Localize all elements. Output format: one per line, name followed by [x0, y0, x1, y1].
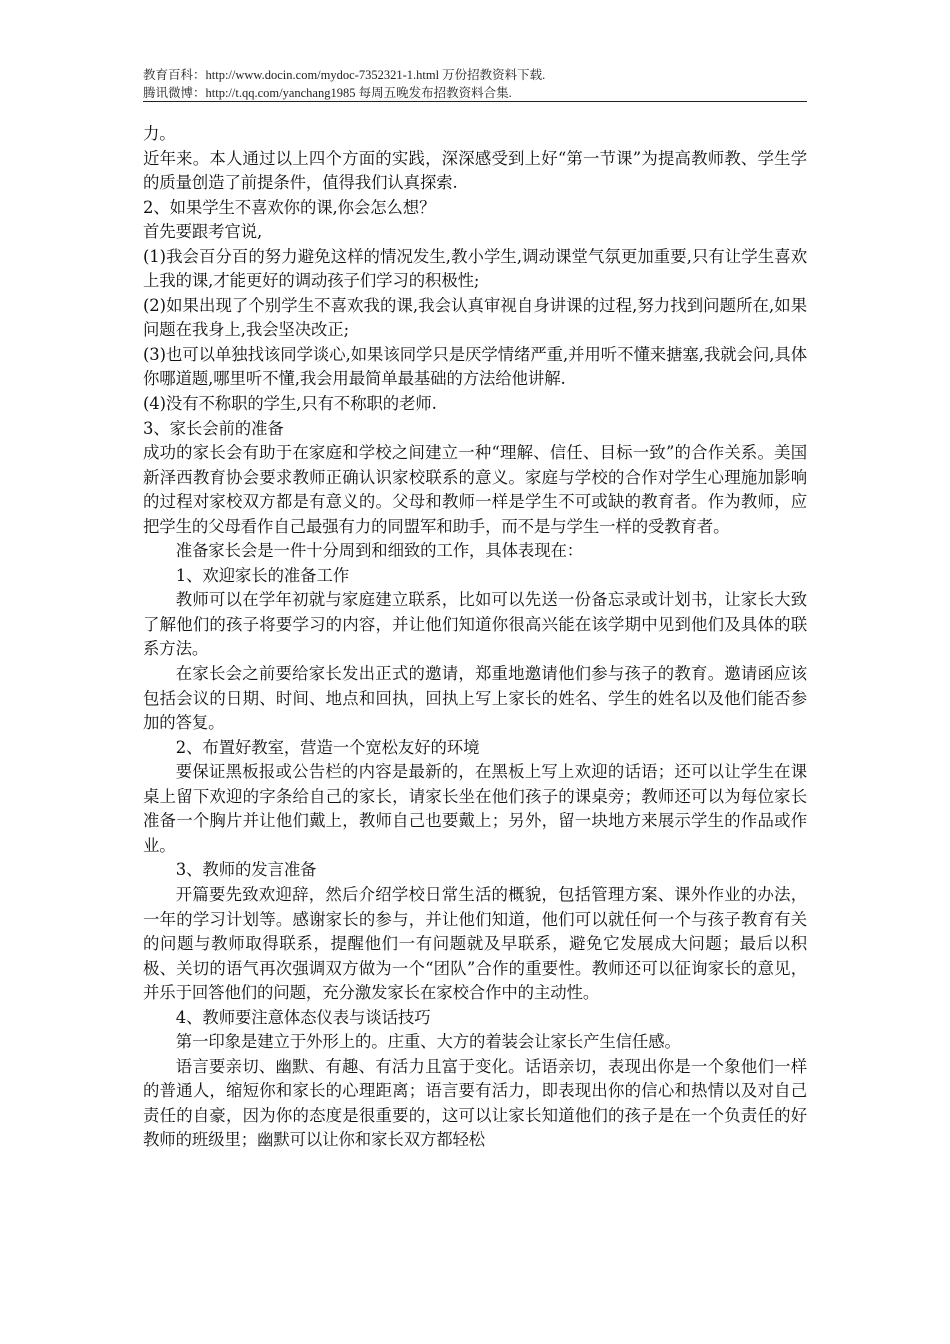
paragraph-parent-meeting: 成功的家长会有助于在家庭和学校之间建立一种“理解、信任、目标一致”的合作关系。美国新泽西教育协会要求教师正确认识家校联系的意义。家庭与学校的合作对学生心理施加影响的过程对家校双方都是有意义的。父母和教师一样是学生不可或缺的教育者。作为教师，应把学生的父母看作自己最强有力的同盟军和助手，而不是与学生一样的受教育者。 [143, 443, 807, 536]
subheading-manner: 4、教师要注意体态仪表与谈话技巧 [175, 1007, 431, 1027]
subheading-welcome: 1、欢迎家长的准备工作 [175, 565, 350, 585]
paragraph-first-impression: 第一印象是建立于外形上的。庄重、大方的着装会让家长产生信任感。 [175, 1032, 681, 1052]
subheading-classroom: 2、布置好教室，营造一个宽松友好的环境 [175, 737, 480, 757]
section-heading-2: 2、如果学生不喜欢你的课,你会怎么想？ [143, 197, 436, 217]
header-divider [143, 101, 807, 102]
list-item-1: (1)我会百分百的努力避免这样的情况发生,教小学生,调动课堂气氛更加重要,只有让学生喜欢上我的课,才能更好的调动孩子们学习的积极性; [143, 246, 807, 291]
list-item-4: (4)没有不称职的学生,只有不称职的老师. [143, 394, 437, 414]
subheading-speech: 3、教师的发言准备 [175, 860, 317, 880]
paragraph-language: 语言要亲切、幽默、有趣、有活力且富于变化。话语亲切，表现出你是一个象他们一样的普通人，缩短你和家长的心理距离；语言要有活力，即表现出你的信心和热情以及对自己责任的自豪，因为你的态度是很重要的，这可以让家长知道他们的孩子是在一个负责任的好教师的班级里；幽默可以让你和家长双方都轻松 [143, 1056, 807, 1150]
section-heading-3: 3、家长会前的准备 [143, 418, 284, 438]
document-body [143, 122, 807, 1153]
paragraph-summary: 近年来。本人通过以上四个方面的实践，深深感受到上好“第一节课”为提高教师教、学生学的质量创造了前提条件，值得我们认真探索. [143, 148, 807, 193]
header-weibo-line: 腾讯微博：http://t.qq.com/yanchang1985 每周五晚发布招教资料合集. [143, 86, 512, 100]
list-item-3: (3)也可以单独找该同学谈心,如果该同学只是厌学情绪严重,并用听不懂来搪塞,我就会问,具体你哪道题,哪里听不懂,我会用最简单最基础的方法给他讲解. [143, 344, 807, 389]
list-item-2: (2)如果出现了个别学生不喜欢我的课,我会认真审视自身讲课的过程,努力找到问题所在,如果问题在我身上,我会坚决改正; [143, 295, 807, 340]
paragraph-preparation: 准备家长会是一件十分周到和细致的工作，具体表现在： [175, 541, 584, 561]
paragraph-speech: 开篇要先致欢迎辞，然后介绍学校日常生活的概貌，包括管理方案、课外作业的办法，一年的学习计划等。感谢家长的参与，并让他们知道，他们可以就任何一个与孩子教育有关的问题与教师取得联系，提醒他们一有问题就及早联系，避免它发展成大问题；最后以积极、关切的语气再次强调双方做为一个“团队”合作的重要性。教师还可以征询家长的意见，并乐于回答他们的问题，充分激发家长在家校合作中的主动性。 [143, 884, 807, 1003]
page-header [143, 66, 807, 102]
paragraph-invitation: 在家长会之前要给家长发出正式的邀请，郑重地邀请他们参与孩子的教育。邀请函应该包括会议的日期、时间、地点和回执，回执上写上家长的姓名、学生的姓名以及他们能否参加的答复。 [143, 664, 807, 733]
paragraph-continuation: 力。 [143, 124, 176, 143]
paragraph-contact: 教师可以在学年初就与家庭建立联系，比如可以先送一份备忘录或计划书，让家长大致了解他们的孩子将要学习的内容，并让他们知道你很高兴能在该学期中见到他们及具体的联系方法。 [143, 590, 807, 659]
header-docin-line: 教育百科：http://www.docin.com/mydoc-7352321-1.html 万份招教资料下载. [143, 68, 546, 82]
paragraph-classroom: 要保证黑板报或公告栏的内容是最新的，在黑板上写上欢迎的话语；还可以让学生在课桌上留下欢迎的字条给自己的家长，请家长坐在他们孩子的课桌旁；教师还可以为每位家长准备一个胸片并让他们戴上，教师自己也要戴上；另外，留一块地方来展示学生的作品或作业。 [143, 762, 807, 855]
paragraph-intro: 首先要跟考官说, [143, 222, 263, 242]
